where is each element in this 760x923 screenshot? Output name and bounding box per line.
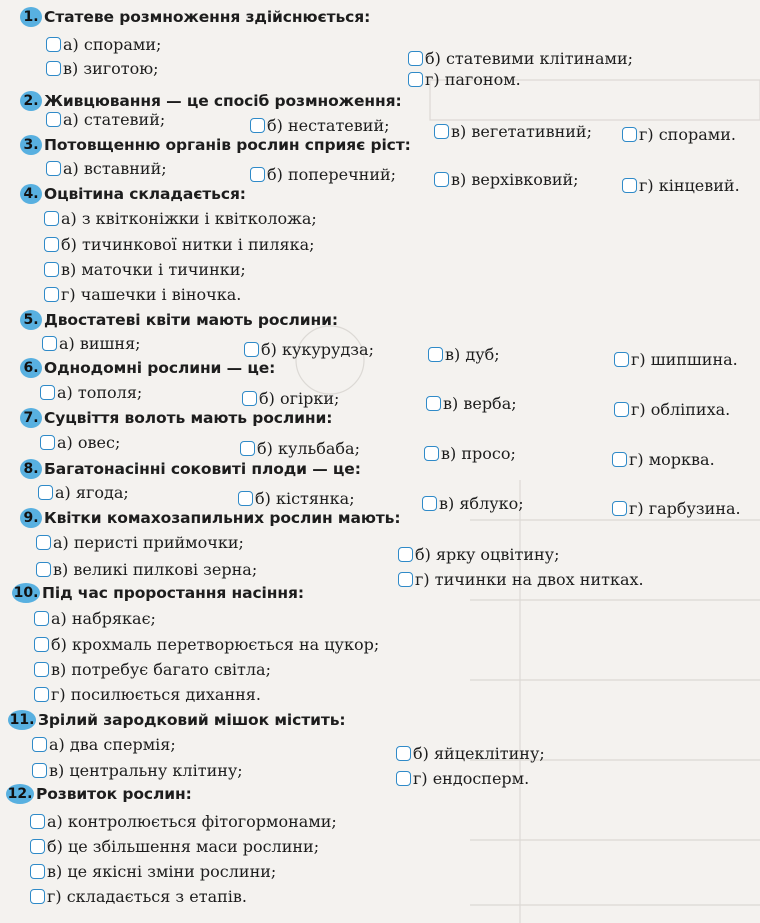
checkbox[interactable] xyxy=(46,161,61,176)
checkbox[interactable] xyxy=(612,501,627,516)
question-text: Потовщенню органів рослин сприяє ріст: xyxy=(44,136,411,154)
option-g[interactable]: г) гарбузина. xyxy=(612,497,741,519)
checkbox[interactable] xyxy=(46,61,61,76)
option-g[interactable]: г) кінцевий. xyxy=(622,174,740,196)
option-v[interactable]: в) маточки і тичинки; xyxy=(44,258,246,280)
option-a[interactable]: а) статевий; xyxy=(46,108,165,130)
option-b[interactable]: б) кукурудза; xyxy=(244,338,374,360)
checkbox[interactable] xyxy=(36,562,51,577)
option-v[interactable]: в) зиготою; xyxy=(46,57,159,79)
checkbox[interactable] xyxy=(46,112,61,127)
option-a[interactable]: а) з квітконіжки і квітколожа; xyxy=(44,207,317,229)
option-v[interactable]: в) просо; xyxy=(424,442,516,464)
checkbox[interactable] xyxy=(40,435,55,450)
option-v[interactable]: в) потребує багато світла; xyxy=(34,658,271,680)
question-6 xyxy=(20,357,275,379)
question-number: 2. xyxy=(20,91,42,111)
option-b[interactable]: б) статевими клітинами; xyxy=(408,47,633,69)
checkbox[interactable] xyxy=(32,737,47,752)
option-v[interactable]: в) центральну клітину; xyxy=(32,759,243,781)
question-number: 10. xyxy=(13,585,39,601)
question-12 xyxy=(6,783,192,805)
checkbox[interactable] xyxy=(30,864,45,879)
question-number: 9. xyxy=(20,508,42,528)
option-a[interactable]: а) вишня; xyxy=(42,332,141,354)
checkbox[interactable] xyxy=(398,547,413,562)
checkbox[interactable] xyxy=(44,262,59,277)
question-number: 1. xyxy=(20,7,42,27)
checkbox[interactable] xyxy=(244,342,259,357)
checkbox[interactable] xyxy=(398,572,413,587)
option-v[interactable]: в) дуб; xyxy=(428,343,500,365)
option-v[interactable]: в) великі пилкові зерна; xyxy=(36,558,257,580)
option-v[interactable]: в) вегетативний; xyxy=(434,120,592,142)
question-7 xyxy=(20,407,332,429)
option-v[interactable]: в) це якісні зміни рослини; xyxy=(30,860,276,882)
question-3 xyxy=(20,134,411,156)
checkbox[interactable] xyxy=(408,72,423,87)
option-a[interactable]: а) спорами; xyxy=(46,33,161,55)
question-10 xyxy=(12,582,304,604)
checkbox[interactable] xyxy=(44,211,59,226)
checkbox[interactable] xyxy=(32,763,47,778)
option-v[interactable]: в) верхівковий; xyxy=(434,168,579,190)
checkbox[interactable] xyxy=(622,178,637,193)
option-g[interactable]: г) чашечки і віночка. xyxy=(44,283,241,305)
option-a[interactable]: а) два спермія; xyxy=(32,733,176,755)
checkbox[interactable] xyxy=(42,336,57,351)
question-text: Статеве розмноження здійснюється: xyxy=(44,8,371,26)
question-text: Однодомні рослини — це: xyxy=(44,359,276,377)
checkbox[interactable] xyxy=(44,287,59,302)
checkbox[interactable] xyxy=(240,441,255,456)
checkbox[interactable] xyxy=(30,814,45,829)
option-g[interactable]: г) тичинки на двох нитках. xyxy=(398,568,644,590)
checkbox[interactable] xyxy=(250,167,265,182)
checkbox[interactable] xyxy=(614,402,629,417)
question-number: 7. xyxy=(20,408,42,428)
checkbox[interactable] xyxy=(250,118,265,133)
option-a[interactable]: а) овес; xyxy=(40,431,120,453)
question-text: Оцвітина складається: xyxy=(44,185,246,203)
question-number: 6. xyxy=(20,358,42,378)
option-v[interactable]: в) яблуко; xyxy=(422,492,524,514)
checkbox[interactable] xyxy=(34,687,49,702)
checkbox[interactable] xyxy=(34,662,49,677)
option-b[interactable]: б) крохмаль перетворюється на цукор; xyxy=(34,633,379,655)
checkbox[interactable] xyxy=(614,352,629,367)
option-a[interactable]: а) ягода; xyxy=(38,481,129,503)
question-11 xyxy=(8,709,346,731)
checkbox[interactable] xyxy=(426,396,441,411)
option-b[interactable]: б) кульбаба; xyxy=(240,437,360,459)
checkbox[interactable] xyxy=(30,839,45,854)
option-a[interactable]: а) набрякає; xyxy=(34,607,156,629)
checkbox[interactable] xyxy=(424,446,439,461)
checkbox[interactable] xyxy=(36,535,51,550)
checkbox[interactable] xyxy=(38,485,53,500)
option-b[interactable]: б) огірки; xyxy=(242,387,339,409)
question-4 xyxy=(20,183,246,205)
option-a[interactable]: а) тополя; xyxy=(40,381,142,403)
option-g[interactable]: г) пагоном. xyxy=(408,68,521,90)
option-g[interactable]: г) складається з етапів. xyxy=(30,885,247,907)
option-b[interactable]: б) яркy оцвітину; xyxy=(398,543,559,565)
option-b[interactable]: б) яйцеклітину; xyxy=(396,742,545,764)
option-b[interactable]: б) кістянка; xyxy=(238,487,355,509)
option-a[interactable]: а) вставний; xyxy=(46,157,167,179)
option-a[interactable]: а) перисті приймочки; xyxy=(36,531,244,553)
question-text: Розвиток рослин: xyxy=(36,785,192,803)
checkbox[interactable] xyxy=(622,127,637,142)
checkbox[interactable] xyxy=(408,51,423,66)
option-b[interactable]: б) поперечний; xyxy=(250,163,396,185)
checkbox[interactable] xyxy=(238,491,253,506)
question-text: Живцювання — це спосіб розмноження: xyxy=(44,92,402,110)
question-number: 12. xyxy=(7,786,33,802)
checkbox[interactable] xyxy=(34,611,49,626)
checkbox[interactable] xyxy=(612,452,627,467)
question-text: Під час проростання насіння: xyxy=(42,584,304,602)
checkbox[interactable] xyxy=(46,37,61,52)
checkbox[interactable] xyxy=(44,237,59,252)
option-b[interactable]: б) тичинкової нитки і пиляка; xyxy=(44,233,315,255)
option-v[interactable]: в) верба; xyxy=(426,392,517,414)
option-g[interactable]: г) обліпиха. xyxy=(614,398,730,420)
question-9 xyxy=(20,507,400,529)
question-text: Двостатеві квіти мають рослини: xyxy=(44,311,338,329)
checkbox[interactable] xyxy=(30,889,45,904)
question-number: 8. xyxy=(20,459,42,479)
question-number: 3. xyxy=(20,135,42,155)
option-g[interactable]: г) шипшина. xyxy=(614,348,738,370)
checkbox[interactable] xyxy=(422,496,437,511)
checkbox[interactable] xyxy=(40,385,55,400)
option-g[interactable]: г) ендосперм. xyxy=(396,767,529,789)
question-text: Квітки комахозапильних рослин мають: xyxy=(44,509,401,527)
option-g[interactable]: г) посилюється дихання. xyxy=(34,683,261,705)
option-g[interactable]: г) морква. xyxy=(612,448,715,470)
question-text: Зрілий зародковий мішок містить: xyxy=(38,711,346,729)
question-5 xyxy=(20,309,338,331)
checkbox[interactable] xyxy=(434,124,449,139)
checkbox[interactable] xyxy=(242,391,257,406)
option-g[interactable]: г) спорами. xyxy=(622,123,736,145)
option-a[interactable]: а) контролюється фітогормонами; xyxy=(30,810,337,832)
question-text: Багатонасінні соковиті плоди — це: xyxy=(44,460,361,478)
checkbox[interactable] xyxy=(396,771,411,786)
question-1 xyxy=(20,6,370,28)
question-text: Суцвіття волоть мають рослини: xyxy=(44,409,333,427)
checkbox[interactable] xyxy=(34,637,49,652)
question-8 xyxy=(20,458,361,480)
checkbox[interactable] xyxy=(396,746,411,761)
option-b[interactable]: б) це збільшення маси рослини; xyxy=(30,835,319,857)
checkbox[interactable] xyxy=(428,347,443,362)
question-number: 11. xyxy=(9,712,35,728)
question-number: 4. xyxy=(20,184,42,204)
question-number: 5. xyxy=(20,310,42,330)
option-b[interactable]: б) нестатевий; xyxy=(250,114,390,136)
checkbox[interactable] xyxy=(434,172,449,187)
